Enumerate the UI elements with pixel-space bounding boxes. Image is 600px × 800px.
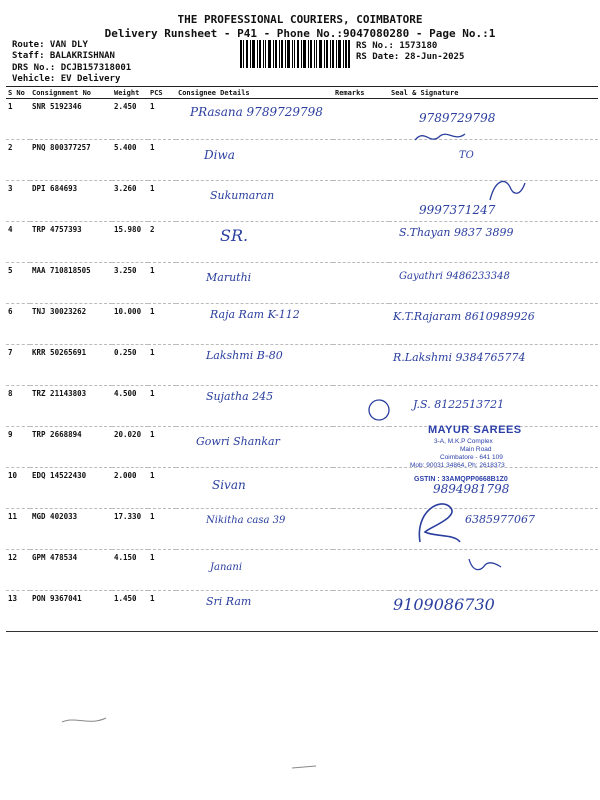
handwritten-signature: K.T.Rajaram 8610989926 xyxy=(393,310,535,323)
handwritten-signature-mark xyxy=(410,128,470,148)
cell-remarks xyxy=(333,591,389,632)
cell-consignee-details xyxy=(176,345,333,386)
rs-number: RS No.: 1573180 xyxy=(356,41,438,51)
cell-consignee-details xyxy=(176,509,333,550)
cell-weight: 0.250 xyxy=(112,345,148,386)
cell-weight: 10.000 xyxy=(112,304,148,345)
table-row xyxy=(6,304,598,345)
cell-weight: 3.250 xyxy=(112,263,148,304)
cell-remarks xyxy=(333,222,389,263)
cell-weight: 5.400 xyxy=(112,140,148,181)
cell-consignment-no: KRR 50265691 xyxy=(30,345,112,386)
cell-weight: 20.020 xyxy=(112,427,148,468)
table-header-row xyxy=(6,87,598,99)
cell-sno: 10 xyxy=(6,468,30,509)
table-row xyxy=(6,345,598,386)
stamp-gstin: GSTIN : 33AMQPP0668B1Z0 xyxy=(414,476,508,483)
handwritten-signature: TO xyxy=(459,150,474,161)
col-header-pcs: PCS xyxy=(148,87,176,99)
table-row xyxy=(6,550,598,591)
handwritten-consignee: Maruthi xyxy=(206,271,252,284)
cell-weight: 1.450 xyxy=(112,591,148,632)
shop-seal-stamp xyxy=(390,424,540,486)
barcode-image xyxy=(240,40,350,68)
cell-remarks xyxy=(333,345,389,386)
col-header-weight: Weight xyxy=(112,87,148,99)
cell-sno: 13 xyxy=(6,591,30,632)
handwritten-signature-mark xyxy=(480,175,530,205)
handwritten-consignee: Sri Ram xyxy=(206,595,252,608)
handwritten-signature-mark xyxy=(465,555,505,575)
cell-seal-signature xyxy=(389,222,598,263)
cell-seal-signature xyxy=(389,591,598,632)
cell-consignee-details xyxy=(176,222,333,263)
handwritten-signature: 9997371247 xyxy=(419,203,496,217)
handwritten-consignee: PRasana 9789729798 xyxy=(190,105,323,119)
drs-number: DRS No.: DCJB157318001 xyxy=(12,63,132,73)
handwritten-consignee: Gowri Shankar xyxy=(196,435,280,448)
cell-weight: 2.000 xyxy=(112,468,148,509)
handwritten-consignee: Sivan xyxy=(212,478,246,492)
stamp-address-3: Coimbatore - 641 109 xyxy=(440,454,503,461)
cell-seal-signature xyxy=(389,386,598,427)
cell-consignment-no: EDQ 14522430 xyxy=(30,468,112,509)
cell-consignment-no: MGD 402033 xyxy=(30,509,112,550)
route-label: Route: VAN DLY xyxy=(12,40,88,50)
col-header-signature: Seal & Signature xyxy=(389,87,598,99)
cell-remarks xyxy=(333,468,389,509)
handwritten-signature: 9109086730 xyxy=(393,595,495,614)
staff-label: Staff: BALAKRISHNAN xyxy=(12,51,115,61)
cell-pcs: 1 xyxy=(148,509,176,550)
stamp-address-2: Main Road xyxy=(460,446,492,453)
cell-sno: 3 xyxy=(6,181,30,222)
cell-consignment-no: TRP 2668894 xyxy=(30,427,112,468)
stamp-phone: Mob: 90031 34864, Ph: 2618373 xyxy=(410,462,505,469)
runsheet-table xyxy=(6,86,598,632)
cell-consignee-details xyxy=(176,427,333,468)
table-row xyxy=(6,509,598,550)
handwritten-consignee: Nikitha casa 39 xyxy=(206,515,286,526)
cell-pcs: 1 xyxy=(148,550,176,591)
handwritten-circle-mark xyxy=(365,395,395,425)
cell-sno: 8 xyxy=(6,386,30,427)
handwritten-consignee: Sujatha 245 xyxy=(206,390,274,403)
handwritten-signature: Gayathri 9486233348 xyxy=(399,271,510,282)
handwritten-consignee: Janani xyxy=(210,562,243,573)
cell-consignment-no: TRZ 21143803 xyxy=(30,386,112,427)
cell-seal-signature xyxy=(389,304,598,345)
cell-consignment-no: MAA 710818505 xyxy=(30,263,112,304)
cell-consignment-no: TNJ 30023262 xyxy=(30,304,112,345)
cell-weight: 17.330 xyxy=(112,509,148,550)
cell-seal-signature xyxy=(389,263,598,304)
cell-consignee-details xyxy=(176,591,333,632)
cell-sno: 7 xyxy=(6,345,30,386)
col-header-sno: S No xyxy=(6,87,30,99)
cell-weight: 4.150 xyxy=(112,550,148,591)
handwritten-consignee: Raja Ram K-112 xyxy=(210,308,300,321)
col-header-remarks: Remarks xyxy=(333,87,389,99)
handwritten-signature-mark xyxy=(410,492,470,552)
handwritten-signature: J.S. 8122513721 xyxy=(413,398,505,411)
handwritten-consignee: Diwa xyxy=(204,148,235,162)
col-header-consignee: Consignee Details xyxy=(176,87,333,99)
handwritten-consignee: SR. xyxy=(220,226,249,245)
cell-sno: 1 xyxy=(6,99,30,140)
cell-consignee-details xyxy=(176,140,333,181)
cell-consignment-no: GPM 478534 xyxy=(30,550,112,591)
cell-sno: 12 xyxy=(6,550,30,591)
cell-pcs: 1 xyxy=(148,468,176,509)
stamp-name: MAYUR SAREES xyxy=(428,424,522,436)
cell-sno: 2 xyxy=(6,140,30,181)
cell-pcs: 1 xyxy=(148,304,176,345)
cell-consignee-details xyxy=(176,550,333,591)
table-row xyxy=(6,591,598,632)
rs-date: RS Date: 28-Jun-2025 xyxy=(356,52,465,62)
stamp-address-1: 3-A, M.K.P Complex xyxy=(434,438,493,445)
cell-pcs: 1 xyxy=(148,181,176,222)
cell-remarks xyxy=(333,427,389,468)
cell-remarks xyxy=(333,140,389,181)
cell-sno: 11 xyxy=(6,509,30,550)
cell-pcs: 2 xyxy=(148,222,176,263)
cell-pcs: 1 xyxy=(148,99,176,140)
cell-consignment-no: PON 9367041 xyxy=(30,591,112,632)
cell-seal-signature xyxy=(389,345,598,386)
cell-remarks xyxy=(333,304,389,345)
handwritten-consignee: Lakshmi B-80 xyxy=(206,349,283,362)
table-row xyxy=(6,386,598,427)
cell-pcs: 1 xyxy=(148,140,176,181)
pen-stroke-mark xyxy=(60,712,110,732)
runsheet-subtitle: Delivery Runsheet - P41 - Phone No.:9047080280 - Page No.:1 xyxy=(104,27,496,40)
cell-pcs: 1 xyxy=(148,591,176,632)
cell-remarks xyxy=(333,263,389,304)
cell-consignment-no: SNR 5192346 xyxy=(30,99,112,140)
cell-pcs: 1 xyxy=(148,427,176,468)
cell-remarks xyxy=(333,181,389,222)
table-row xyxy=(6,222,598,263)
cell-consignment-no: DPI 684693 xyxy=(30,181,112,222)
cell-pcs: 1 xyxy=(148,345,176,386)
cell-weight: 3.260 xyxy=(112,181,148,222)
cell-sno: 4 xyxy=(6,222,30,263)
cell-weight: 15.980 xyxy=(112,222,148,263)
handwritten-signature: 9894981798 xyxy=(433,482,510,496)
handwritten-signature: 9789729798 xyxy=(419,111,496,125)
table-row xyxy=(6,99,598,140)
cell-consignee-details xyxy=(176,304,333,345)
pen-stroke-mark xyxy=(290,760,320,774)
cell-consignment-no: TRP 4757393 xyxy=(30,222,112,263)
handwritten-consignee: Sukumaran xyxy=(210,189,275,202)
vehicle-label: Vehicle: EV Delivery xyxy=(12,74,121,84)
cell-sno: 5 xyxy=(6,263,30,304)
cell-consignee-details xyxy=(176,181,333,222)
cell-sno: 6 xyxy=(6,304,30,345)
cell-remarks xyxy=(333,550,389,591)
table-row xyxy=(6,263,598,304)
col-header-consignment: Consignment No xyxy=(30,87,112,99)
cell-consignee-details xyxy=(176,386,333,427)
cell-consignee-details xyxy=(176,99,333,140)
handwritten-signature: 6385977067 xyxy=(465,513,535,526)
cell-weight: 4.500 xyxy=(112,386,148,427)
cell-remarks xyxy=(333,99,389,140)
company-title: THE PROFESSIONAL COURIERS, COIMBATORE xyxy=(177,13,423,26)
cell-remarks xyxy=(333,509,389,550)
cell-weight: 2.450 xyxy=(112,99,148,140)
cell-pcs: 1 xyxy=(148,263,176,304)
cell-pcs: 1 xyxy=(148,386,176,427)
cell-consignee-details xyxy=(176,468,333,509)
cell-consignment-no: PNQ 800377257 xyxy=(30,140,112,181)
cell-sno: 9 xyxy=(6,427,30,468)
table-bottom-rule xyxy=(6,631,598,632)
cell-consignee-details xyxy=(176,263,333,304)
handwritten-signature: R.Lakshmi 9384765774 xyxy=(393,351,526,364)
handwritten-signature: S.Thayan 9837 3899 xyxy=(399,226,514,239)
